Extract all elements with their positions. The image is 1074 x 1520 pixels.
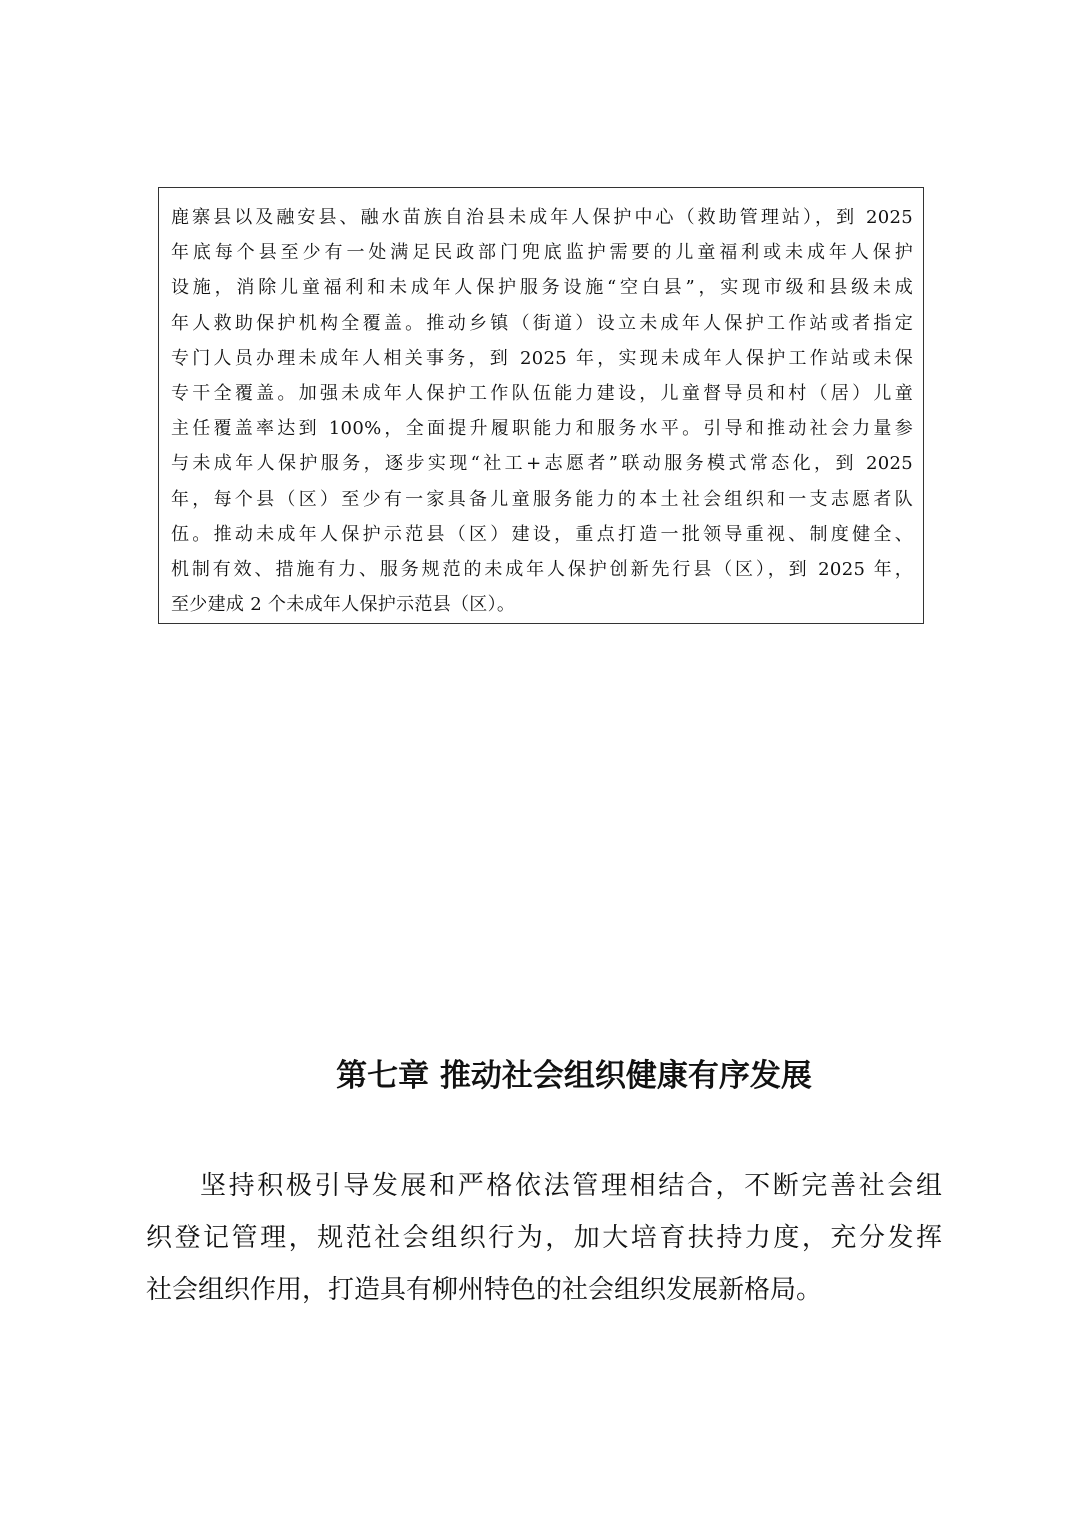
box-text-line: 至少建成 2 个未成年人保护示范县（区）。 (171, 594, 516, 616)
paragraph-line: 社会组织作用，打造具有柳州特色的社会组织发展新格局。 (146, 1275, 823, 1305)
body-paragraph (146, 1160, 942, 1316)
paragraph-line: 坚持积极引导发展和严格依法管理相结合，不断完善社会组 (200, 1171, 942, 1201)
chapter-title: 第七章 推动社会组织健康有序发展 (336, 1058, 812, 1094)
bordered-text-box (158, 187, 924, 624)
box-text-line: 机制有效、措施有力、服务规范的未成年人保护创新先行县（区），到 2025 年， (171, 558, 913, 580)
box-text-line: 鹿寨县以及融安县、融水苗族自治县未成年人保护中心（救助管理站），到 2025 (171, 207, 913, 228)
box-text-line: 年人救助保护机构全覆盖。推动乡镇（街道）设立未成年人保护工作站或者指定 (171, 312, 913, 334)
box-text-line: 年，每个县（区）至少有一家具备儿童服务能力的本土社会组织和一支志愿者队 (171, 488, 913, 510)
box-text-line: 设施，消除儿童福利和未成年人保护服务设施“空白县”，实现市级和县级未成 (171, 277, 913, 299)
box-text-line: 专干全覆盖。加强未成年人保护工作队伍能力建设，儿童督导员和村（居）儿童 (171, 382, 913, 404)
box-text-line: 年底每个县至少有一处满足民政部门兜底监护需要的儿童福利或未成年人保护 (171, 242, 913, 264)
box-text-line: 伍。推动未成年人保护示范县（区）建设，重点打造一批领导重视、制度健全、 (171, 523, 913, 545)
box-text-line: 主任覆盖率达到 100%，全面提升履职能力和服务水平。引导和推动社会力量参 (171, 418, 913, 440)
box-text-line: 与未成年人保护服务，逐步实现“社工+志愿者”联动服务模式常态化，到 2025 (171, 453, 913, 475)
paragraph-line: 织登记管理，规范社会组织行为，加大培育扶持力度，充分发挥 (146, 1223, 942, 1253)
box-text-line: 专门人员办理未成年人相关事务，到 2025 年，实现未成年人保护工作站或未保 (171, 347, 913, 369)
